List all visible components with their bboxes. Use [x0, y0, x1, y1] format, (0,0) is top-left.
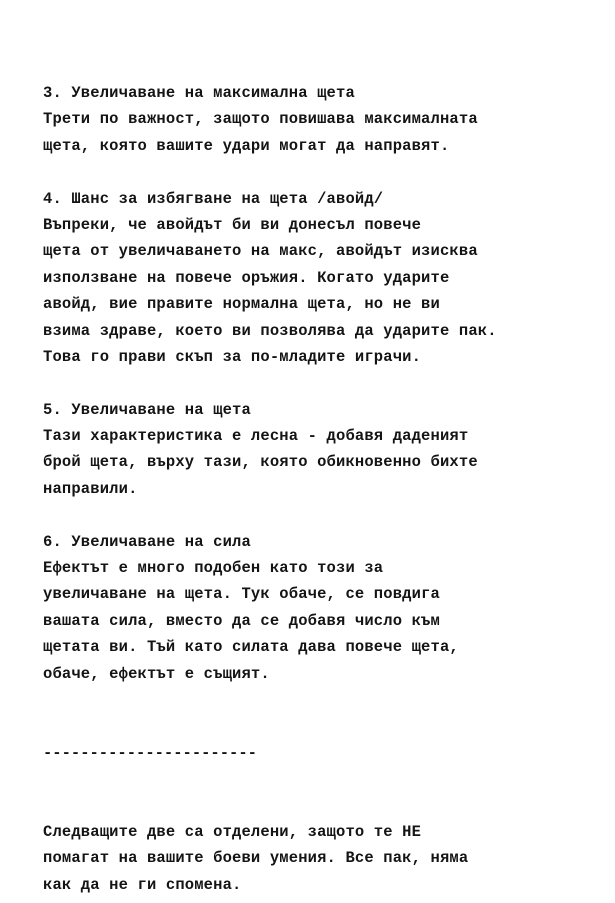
paragraph-line: помагат на вашите боеви умения. Все пак, няма	[43, 849, 469, 868]
paragraph-line: как да не ги спомена.	[43, 875, 242, 894]
section-heading: 4. Шанс за избягване на щета /авойд/	[43, 189, 384, 208]
paragraph-line: щета от увеличаването на макс, авойдът изисква	[43, 242, 478, 261]
paragraph-line: взима здраве, което ви позволява да ударите пак.	[43, 321, 497, 340]
paragraph-line: Въпреки, че авойдът би ви донесъл повече	[43, 215, 422, 234]
closing-paragraph	[43, 819, 608, 898]
paragraph-line: Това го прави скъп за по-младите играчи.	[43, 347, 422, 366]
paragraph-line: авойд, вие правите нормална щета, но не ви	[43, 295, 440, 314]
paragraph-line: щетата ви. Тъй като силата дава повече щета,	[43, 638, 459, 657]
paragraph-line: направили.	[43, 479, 138, 498]
section-heading: 3. Увеличаване на максимална щета	[43, 84, 355, 102]
paragraph-line: обаче, ефектът е същият.	[43, 664, 270, 683]
section-heading: 5. Увеличаване на щета	[43, 400, 251, 419]
paragraph-gap	[43, 687, 608, 713]
paragraph-gap	[43, 713, 608, 739]
section-6	[43, 529, 608, 687]
paragraph-line: щета, която вашите удари могат да направят.	[43, 136, 450, 155]
paragraph-gap	[43, 502, 608, 528]
paragraph-line: Трети по важност, защото повишава максималната	[43, 110, 478, 129]
paragraph-line: Следващите две са отделени, защото те НЕ	[43, 822, 422, 841]
paragraph-line: Тази характеристика е лесна - добавя даденият	[43, 427, 469, 446]
section-heading: 6. Увеличаване на сила	[43, 532, 251, 551]
document-body	[43, 80, 608, 898]
section-4	[43, 186, 608, 371]
paragraph-line: използване на повече оръжия. Когато ударите	[43, 268, 450, 287]
section-divider: -----------------------	[43, 743, 257, 762]
paragraph-gap	[43, 370, 608, 396]
section-3	[43, 80, 608, 159]
paragraph-gap	[43, 159, 608, 185]
paragraph-gap	[43, 793, 608, 819]
paragraph-gap	[43, 766, 608, 792]
paragraph-line: вашата сила, вместо да се добавя число към	[43, 611, 440, 630]
paragraph-line: Ефектът е много подобен като този за	[43, 559, 384, 578]
paragraph-line: брой щета, върху тази, която обикновенно бихте	[43, 453, 478, 472]
paragraph-line: увеличаване на щета. Тук обаче, се повдига	[43, 585, 440, 604]
section-5	[43, 397, 608, 503]
